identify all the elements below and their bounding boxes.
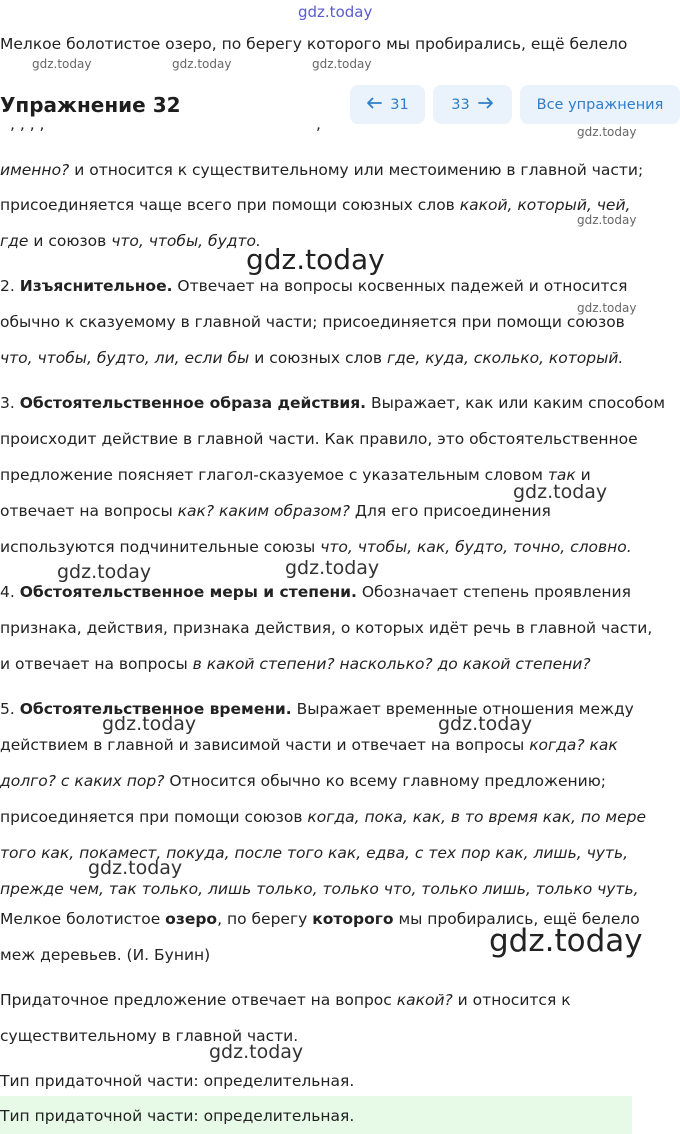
text-segment: и союзных слов [249, 349, 387, 367]
all-exercises-label: Все упражнения [536, 96, 664, 113]
italic-term: где, куда, сколько, который. [386, 349, 624, 367]
text-segment: отвечает на вопросы [0, 502, 178, 520]
theory-line [0, 699, 634, 719]
watermark: gdz.today [32, 57, 92, 71]
text-segment: , по берегу [217, 910, 313, 928]
bold-term: Обстоятельственное времени. [19, 700, 292, 718]
next-exercise-label: 33 [451, 96, 470, 113]
watermark: gdz.today [88, 857, 183, 879]
theory-line [0, 735, 618, 755]
watermark: gdz.today [57, 561, 152, 583]
theory-line [0, 501, 551, 521]
theory-line [0, 843, 628, 863]
text-segment: 4. [0, 583, 20, 601]
text-segment: Выражает, как или каким способом [366, 394, 666, 412]
theory-line [0, 654, 591, 674]
theory-line [0, 537, 632, 557]
watermark: gdz.today [513, 481, 608, 503]
italic-term: именно? [0, 161, 70, 179]
arrow-left-icon [366, 97, 382, 113]
text-segment: присоединяется чаще всего при помощи союзных слов [0, 196, 460, 214]
italic-term: как? каким образом? [177, 502, 350, 520]
italic-term: какой, который, чей, [459, 196, 631, 214]
italic-term: прежде чем, так только, лишь только, только что, только лишь, только чуть, [0, 880, 639, 898]
text-segment: обычно к сказуемому в главной части; присоединяется при помощи союзов [0, 313, 625, 331]
prev-exercise-button[interactable] [350, 85, 425, 124]
text-segment: Обозначает степень проявления [356, 583, 631, 601]
theory-line [0, 771, 606, 791]
clause-type-text: Тип придаточной части: определительная. [0, 1072, 355, 1090]
italic-term: так [547, 466, 576, 484]
header-text: Мелкое болотистое озеро, по берегу которого мы пробирались, ещё белело [0, 35, 628, 53]
answer-box [0, 1096, 632, 1134]
italic-term: того как, покамест, покуда, после того как, едва, с тех пор как, лишь, чуть, [0, 844, 629, 862]
text-segment: Выражает временные отношения между [291, 700, 634, 718]
theory-line [0, 465, 591, 485]
text-segment: предложение поясняет глагол-сказуемое с указательным словом [0, 466, 548, 484]
text-segment: Мелкое болотистое [0, 910, 166, 928]
theory-line [0, 276, 627, 296]
next-exercise-button[interactable] [433, 85, 512, 124]
text-segment: Придаточное предложение отвечает на вопрос [0, 991, 397, 1009]
all-exercises-button[interactable] [520, 85, 680, 124]
watermark: gdz.today [172, 57, 232, 71]
prev-exercise-label: 31 [390, 96, 409, 113]
theory-line [0, 393, 665, 413]
text-segment: происходит действие в главной части. Как правило, это обстоятельственное [0, 430, 638, 448]
watermark: gdz.today [209, 1041, 304, 1063]
bold-term: которого [312, 910, 394, 928]
theory-line [0, 618, 652, 638]
text-segment: Относится обычно ко всему главному предложению; [164, 772, 607, 790]
text-segment: мы пробирались, ещё белело [393, 910, 640, 928]
watermark: gdz.today [246, 243, 385, 276]
italic-term: какой? [396, 991, 453, 1009]
explanation-text [0, 1026, 298, 1046]
bold-term: Обстоятельственное образа действия. [19, 394, 367, 412]
text-segment: существительному в главной части. [0, 1027, 299, 1045]
italic-term: долго? с каких пор? [0, 772, 165, 790]
italic-term: когда? как [529, 736, 618, 754]
text-segment: и относится к [452, 991, 571, 1009]
italic-term: что, чтобы, как, будто, точно, словно. [320, 538, 632, 556]
exercise-sentence [0, 945, 210, 965]
theory-line [0, 348, 623, 368]
theory-line [0, 429, 638, 449]
text-segment: 3. [0, 394, 20, 412]
text-segment: присоединяется при помощи союзов [0, 808, 308, 826]
theory-line [0, 312, 625, 332]
theory-line [0, 231, 261, 251]
page-title: Упражнение 32 [0, 93, 181, 117]
theory-line [0, 807, 646, 827]
text-segment: действием в главной и зависимой части и отвечает на вопросы [0, 736, 530, 754]
text-segment: используются подчинительные союзы [0, 538, 321, 556]
watermark: gdz.today [312, 57, 372, 71]
bold-term: озеро [165, 910, 218, 928]
theory-line [0, 582, 631, 602]
text-segment: и [575, 466, 591, 484]
arrow-right-icon [478, 97, 494, 113]
text-segment: и отвечает на вопросы [0, 655, 193, 673]
text-segment: и относится к существительному или местоимению в главной части; [69, 161, 644, 179]
watermark: gdz.today [102, 713, 197, 735]
italic-term: что, чтобы, будто. [111, 232, 261, 250]
theory-line [0, 195, 630, 215]
watermark-top: gdz.today [298, 3, 373, 21]
text-segment: Отвечает на вопросы косвенных падежей и относится [172, 277, 628, 295]
watermark: gdz.today [489, 923, 643, 959]
theory-line [0, 160, 643, 180]
text-segment: признака, действия, признака действия, о которых идёт речь в главной части, [0, 619, 653, 637]
watermark: gdz.today [577, 125, 637, 139]
watermark: gdz.today [577, 213, 637, 227]
exercise-sentence [0, 909, 640, 929]
cut-text-fragment: , , , , , [10, 124, 321, 133]
text-segment: 5. [0, 700, 20, 718]
watermark: gdz.today [577, 301, 637, 315]
explanation-text [0, 990, 571, 1010]
theory-line [0, 879, 639, 899]
italic-term: когда, пока, как, в то время как, по мере [307, 808, 647, 826]
text-segment: 2. [0, 277, 20, 295]
bold-term: Изъяснительное. [19, 277, 173, 295]
bold-term: Обстоятельственное меры и степени. [19, 583, 357, 601]
italic-term: что, чтобы, будто, ли, если бы [0, 349, 250, 367]
text-segment: меж деревьев. (И. Бунин) [0, 946, 211, 964]
text-segment: Для его присоединения [349, 502, 551, 520]
italic-term: где [0, 232, 29, 250]
italic-term: в какой степени? насколько? до какой степени? [192, 655, 591, 673]
text-segment: и союзов [28, 232, 112, 250]
answer-text: Тип придаточной части: определительная. [0, 1107, 355, 1125]
watermark: gdz.today [438, 713, 533, 735]
watermark: gdz.today [285, 557, 380, 579]
